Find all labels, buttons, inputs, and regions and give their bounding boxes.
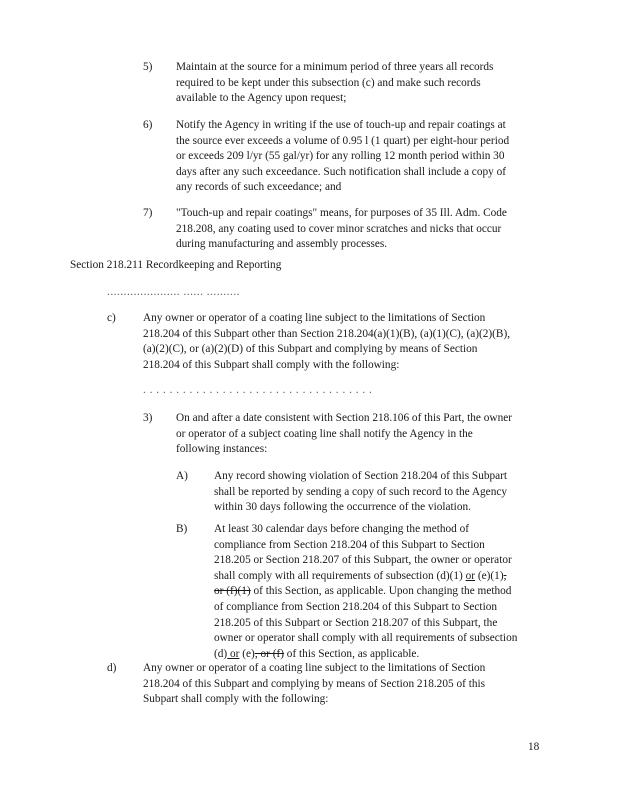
text-line: any records of such exceedance; and	[176, 181, 342, 194]
list-item-5	[176, 60, 493, 107]
text-line	[214, 584, 517, 600]
text-line: 218.208, any coating used to cover minor scratches and nicks that occur	[176, 222, 502, 235]
text-line	[214, 569, 517, 585]
text-line: shall be reported by sending a copy of such record to the Agency	[214, 485, 508, 498]
text-line: within 30 days following the occurrence of the violation.	[214, 501, 471, 514]
text-span: (e)(1)	[477, 569, 504, 582]
text-line: the source ever exceeds a volume of 0.95 l (1 quart) per eight-hour period	[176, 134, 510, 147]
text-line: Subpart shall comply with the following:	[143, 693, 329, 706]
list-number: A)	[176, 470, 188, 482]
deleted-text: or (f)(1)	[214, 585, 251, 598]
list-item-B	[214, 522, 517, 662]
text-line: days after any such exceedance. Such notification shall include a copy of	[176, 165, 506, 178]
text-span: shall comply with all requirements of subsection (d)(1)	[214, 569, 466, 582]
text-span: (d)	[214, 647, 228, 660]
list-item-A	[214, 469, 507, 516]
text-line	[214, 647, 517, 663]
page-number: 18	[528, 741, 540, 753]
text-line: following instances:	[176, 443, 268, 456]
text-line: "Touch-up and repair coatings" means, for purposes of 35 Ill. Adm. Code	[176, 207, 507, 219]
text-line: 218.204 of this Subpart and complying by means of Section 218.205 of this	[143, 677, 486, 690]
text-line: or exceeds 209 l/yr (55 gal/yr) for any rolling 12 month period within 30	[176, 150, 505, 163]
deleted-text: , or (f)	[254, 647, 284, 660]
text-line: owner or operator shall comply with all requirements of subsection	[214, 632, 518, 645]
text-line: Maintain at the source for a minimum period of three years all records	[176, 61, 494, 73]
list-number: 6)	[143, 119, 153, 131]
omission-dots: ...................... ...... ..........	[107, 286, 240, 298]
text-line: 218.204 of this Subpart other than Section 218.204(a)(1)(B), (a)(1)(C), (a)(2)(B),	[143, 327, 511, 340]
section-heading: Section 218.211 Recordkeeping and Reporting	[70, 259, 282, 271]
paragraph-c	[143, 311, 510, 373]
text-line: of compliance from Section 218.204 of this Subpart to Section	[214, 600, 498, 613]
list-number: d)	[107, 662, 117, 674]
list-item-7	[176, 206, 507, 253]
list-number: 5)	[143, 61, 153, 73]
text-line: during manufacturing and assembly processes.	[176, 238, 388, 251]
text-line: (a)(2)(C), or (a)(2)(D) of this Subpart and complying by means of Section	[143, 343, 478, 356]
deleted-text: ,	[503, 569, 507, 582]
omission-dots: . . . . . . . . . . . . . . . . . . . . . . . . . . . . . . . . . . .	[143, 384, 373, 396]
inserted-text: or	[227, 647, 240, 660]
list-number: 3)	[143, 412, 153, 424]
text-line: 218.205 of this Subpart or Section 218.207 of this Subpart, the	[214, 616, 498, 629]
text-line: Any record showing violation of Section 218.204 of this Subpart	[214, 470, 508, 482]
text-line: available to the Agency upon request;	[176, 92, 347, 105]
text-line: Any owner or operator of a coating line subject to the limitations of Section	[143, 312, 486, 324]
list-number: 7)	[143, 207, 153, 219]
list-number: B)	[176, 523, 188, 535]
text-line: compliance from Section 218.204 of this Subpart to Section	[214, 538, 485, 551]
list-number: c)	[107, 312, 116, 324]
text-line: On and after a date consistent with Section 218.106 of this Part, the owner	[176, 412, 513, 424]
text-line: required to be kept under this subsection (c) and make such records	[176, 76, 481, 89]
inserted-text: or	[465, 569, 476, 582]
text-span: (e)	[239, 647, 255, 660]
paragraph-d	[143, 661, 485, 708]
text-span: of this Section, as applicable.	[283, 647, 420, 660]
text-span: of this Section, as applicable. Upon changing the method	[250, 585, 512, 598]
list-item-3	[176, 411, 512, 458]
text-line: Any owner or operator of a coating line subject to the limitations of Section	[143, 662, 486, 674]
text-line: At least 30 calendar days before changing the method of	[214, 523, 470, 535]
text-line: 218.204 of this Subpart shall comply with the following:	[143, 358, 400, 371]
text-line: or operator of a subject coating line shall notify the Agency in the	[176, 427, 473, 440]
list-item-6	[176, 118, 509, 196]
text-line: Notify the Agency in writing if the use of touch-up and repair coatings at	[176, 119, 506, 131]
text-line: 218.205 or Section 218.207 of this Subpart, the owner or operator	[214, 554, 512, 567]
